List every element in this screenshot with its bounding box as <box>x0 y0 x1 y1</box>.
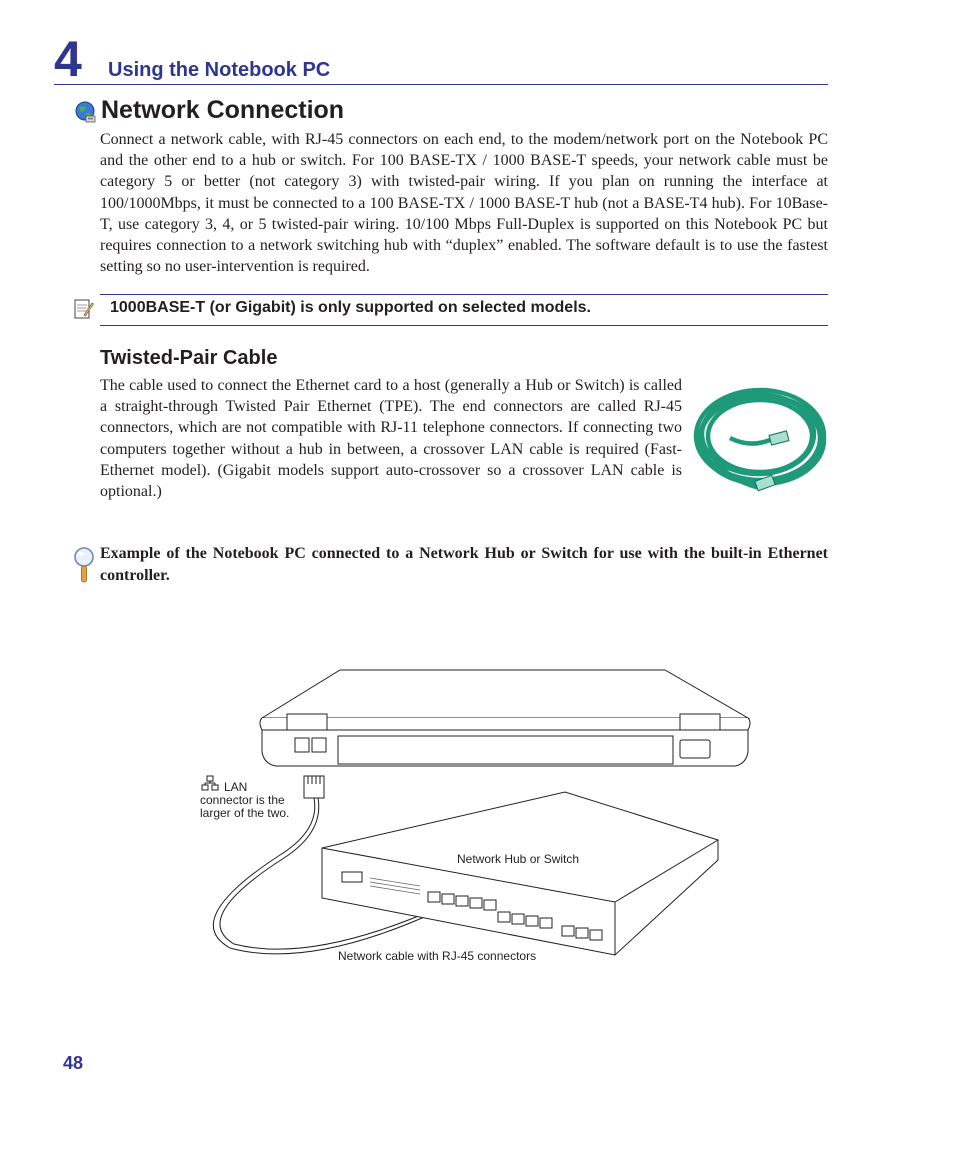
hub-label: Network Hub or Switch <box>457 852 580 866</box>
twisted-pair-paragraph: The cable used to connect the Ethernet card to a host (generally a Hub or Switch) is called a straight-through Twisted Pair Ethernet (TPE). The end connectors are called RJ-45 connectors, which are not compatible with RJ-11 telephone connectors. If connecting two computers together without a hub in between, a crossover LAN cable is required (Fast-Ethernet model). (Gigabit models support auto-crossover so a crossover LAN cable is optional.) <box>100 377 682 501</box>
network-connection-diagram <box>190 660 760 970</box>
network-hub-illustration <box>322 792 718 955</box>
magnifier-tip-icon <box>72 546 96 584</box>
intro-paragraph: Connect a network cable, with RJ-45 connectors on each end, to the modem/network port on the Notebook PC and the other end to a hub or switch. For 100 BASE-TX / 1000 BASE-T speeds, your network cable must be category 5 or better (not category 3) with twisted-pair wiring. If you plan on running the interface at 100/1000Mbps, it must be connected to a 100 BASE-TX / 1000 BASE-T hub (not a BASE-T4 hub). For 10Base-T, use category 3, 4, or 5 twisted-pair wiring. 10/100 Mbps Full-Duplex is supported on this Notebook PC but requires connection to a network switching hub with “duplex” enabled. The software default is to use the fastest setting so no user-intervention is required. <box>100 131 828 276</box>
notepad-icon <box>72 297 94 321</box>
subsection-title: Twisted-Pair Cable <box>100 347 278 369</box>
note-rule-top <box>100 294 828 295</box>
notebook-pc-illustration <box>260 670 750 766</box>
rj45-plug <box>304 776 324 798</box>
cable-label: Network cable with RJ-45 connectors <box>338 949 537 963</box>
lan-label-line2: connector is the <box>200 793 285 807</box>
lan-port-icon <box>202 776 218 790</box>
page-number: 48 <box>63 1053 84 1073</box>
example-caption: Example of the Notebook PC connected to a Network Hub or Switch for use with the built-in Ethernet controller. <box>100 545 828 584</box>
lan-label-line3: larger of the two. <box>200 806 290 820</box>
chapter-number: 4 <box>54 31 82 87</box>
section-title: Network Connection <box>101 96 345 124</box>
note-text: 1000BASE-T (or Gigabit) is only supported on selected models. <box>110 299 591 316</box>
header-rule <box>54 84 828 85</box>
ethernet-cable-image <box>690 378 830 500</box>
chapter-title: Using the Notebook PC <box>108 59 331 81</box>
lan-label-line1: LAN <box>224 780 248 794</box>
note-rule-bottom <box>100 325 828 326</box>
network-globe-icon <box>74 100 96 124</box>
